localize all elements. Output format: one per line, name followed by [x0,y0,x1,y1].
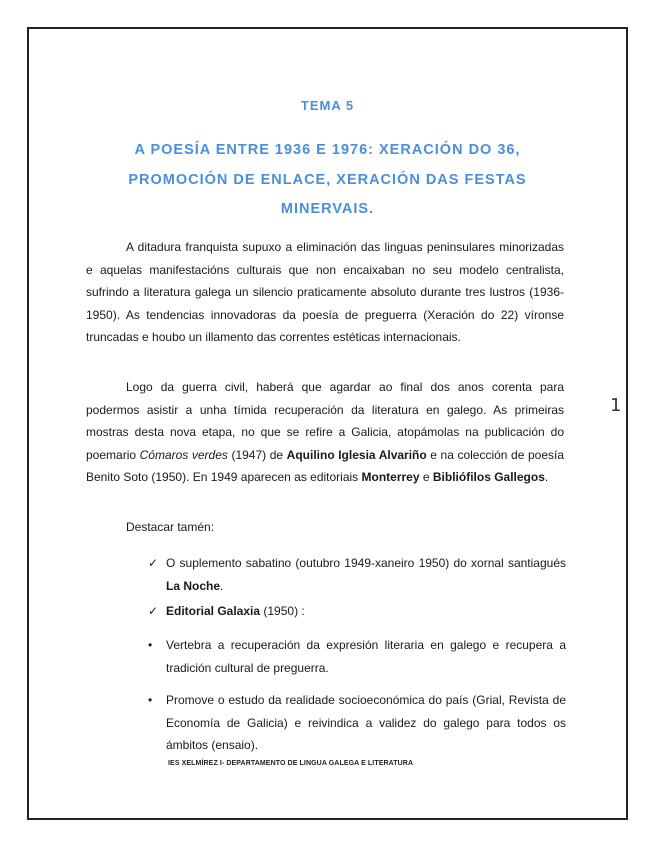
title-line-1: A POESÍA ENTRE 1936 E 1976: XERACIÓN DO 36, [134,142,521,158]
topic-heading: TEMA 5 [300,98,355,113]
footer: IES XELMÍREZ I- DEPARTAMENTO DE LINGUA GALEGA E LITERATURA [168,760,414,767]
paragraph-3: Destacar tamén: [126,520,215,534]
page-number: 1 [610,395,622,416]
bullet-icon: • [148,693,153,707]
list-item-text-end: . [220,578,224,593]
paragraph-1-text: A ditadura franquista supuxo a eliminación das linguas peninsulares minorizadas e aquelas manifestacións culturais que non encaixaban no seu modelo centralista, sufrindo a literatura galega un silencio praticamente absoluto durante tres lustros (1936-1950). As tendencias innovadoras da poesía de preguerra (Xeración do 22) víronse truncadas e houbo un illamento das correntes estéticas internacionais. [86,240,564,345]
list-item-text: Vertebra a recuperación da expresión literaria en galego e recupera a tradición cultural de preguerra. [166,638,566,675]
publisher-galaxia: Editorial Galaxia [166,604,261,618]
list-item-text-end: (1950) : [260,604,305,618]
paragraph-2 [86,376,564,489]
author-name: Aquilino Iglesia Alvariño [286,447,427,462]
title-line-2: PROMOCIÓN DE ENLACE, XERACIÓN DAS FESTAS [128,171,527,188]
paragraph-2-text-5: . [544,470,549,485]
page-title [60,136,595,225]
list-item-text: O suplemento sabatino (outubro 1949-xaneiro 1950) do xornal santiagués [166,556,566,570]
list-item [148,689,566,757]
publisher-bibliofilos: Bibliófilos Gallegos [432,470,545,485]
paragraph-2-text-4: e [419,470,433,485]
book-title-comaros-verdes: Cómaros verdes [139,447,228,462]
list-item [148,552,566,597]
publisher-monterrey: Monterrey [361,470,420,485]
paragraph-1 [86,236,564,349]
checkmark-icon: ✓ [148,604,159,618]
paragraph-2-text-2: (1947) de [227,447,287,462]
newspaper-name: La Noche [166,578,221,593]
list-item [148,600,566,623]
list-item [148,634,566,679]
paragraph-2-text-1: Logo da guerra civil, haberá que agardar ao final dos anos corenta para podermos asistir a unha tímida recuperación da literatura en galego. As primeiras mostras desta nova etapa, no que se refire a Galicia, atopámolas na publicación do poemario [86,380,564,462]
title-line-3: MINERVAIS. [280,201,375,217]
list-item-text: Promove o estudo da realidade socioeconómica do país (Grial, Revista de Economía de Galicia) e reivindica a validez do galego para todos os ámbitos (ensaio). [166,693,566,753]
checkmark-icon: ✓ [148,556,159,570]
paragraph-2-text-3: e na colección de poesía Benito Soto (1950). En 1949 aparecen as editoriais [86,447,565,485]
bullet-icon: • [148,638,153,652]
